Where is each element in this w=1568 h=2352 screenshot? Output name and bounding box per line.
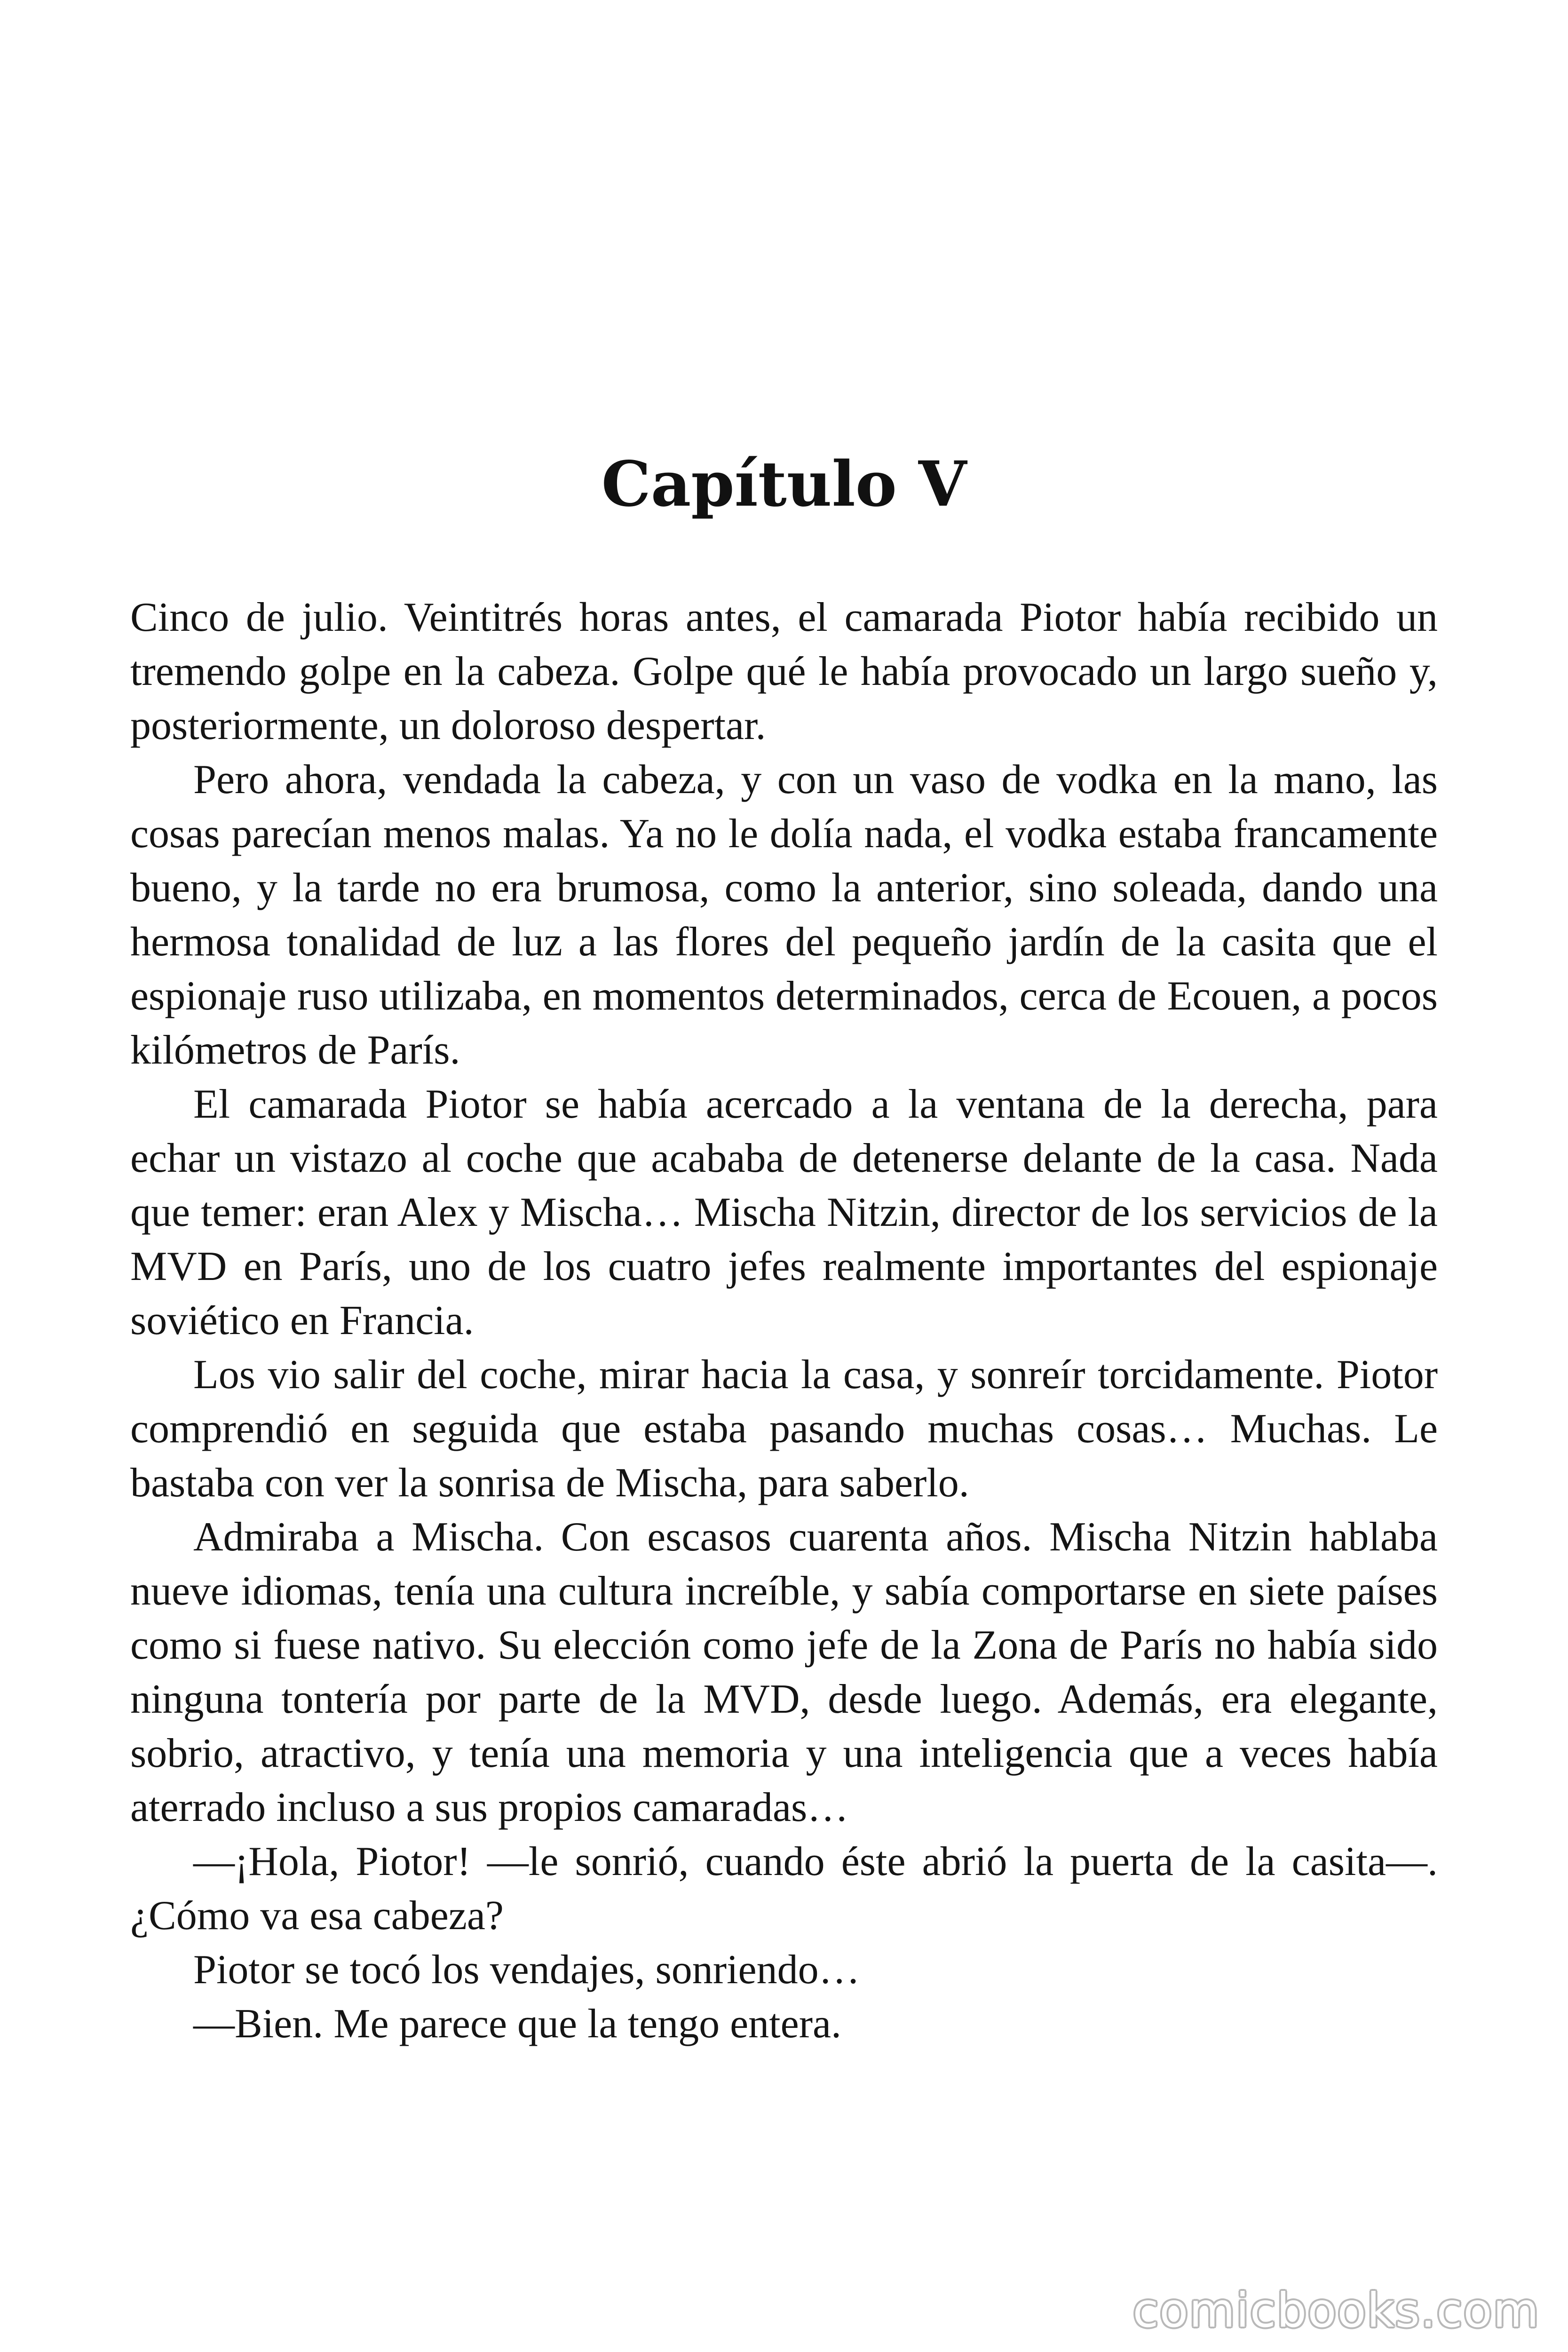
paragraph: Los vio salir del coche, mirar hacia la casa, y sonreír torcidamente. Piotor comprendió en seguida que estaba pasando muchas cosas… Muchas. Le bastaba con ver la sonrisa de Mischa, para saberlo. <box>130 1352 1438 1506</box>
paragraph: Cinco de julio. Veintitrés horas antes, el camarada Piotor había recibido un tremendo golpe en la cabeza. Golpe qué le había provocado un largo sueño y, posteriormente, un doloroso despertar. <box>130 595 1438 748</box>
paragraph: El camarada Piotor se había acercado a la ventana de la derecha, para echar un vistazo al coche que acababa de detenerse delante de la casa. Nada que temer: eran Alex y Mischa… Mischa Nitzin, director de los servicios de la MVD en París, uno de los cuatro jefes realmente importantes del espionaje soviético en Francia. <box>130 1081 1438 1343</box>
paragraph: —Bien. Me parece que la tengo entera. <box>193 2001 842 2047</box>
chapter-title: Capítulo V <box>601 448 967 521</box>
paragraph: Piotor se tocó los vendajes, sonriendo… <box>193 1947 860 1993</box>
paragraph: —¡Hola, Piotor! —le sonrió, cuando éste abrió la puerta de la casita—. ¿Cómo va esa cabeza? <box>130 1839 1438 1939</box>
watermark: comicbooks.com <box>1132 2283 1540 2338</box>
paragraph: Admiraba a Mischa. Con escasos cuarenta años. Mischa Nitzin hablaba nueve idiomas, tenía una cultura increíble, y sabía comportarse en siete países como si fuese nativo. Su elección como jefe de la Zona de París no había sido ninguna tontería por parte de la MVD, desde luego. Además, era elegante, sobrio, atractivo, y tenía una memoria y una inteligencia que a veces había aterrado incluso a sus propios camaradas… <box>130 1514 1438 1830</box>
chapter-body <box>130 590 1438 2051</box>
paragraph: Pero ahora, vendada la cabeza, y con un vaso de vodka en la mano, las cosas parecían menos malas. Ya no le dolía nada, el vodka estaba francamente bueno, y la tarde no era brumosa, como la anterior, sino soleada, dando una hermosa tonalidad de luz a las flores del pequeño jardín de la casita que el espionaje ruso utilizaba, en momentos determinados, cerca de Ecouen, a pocos kilómetros de París. <box>130 757 1438 1073</box>
